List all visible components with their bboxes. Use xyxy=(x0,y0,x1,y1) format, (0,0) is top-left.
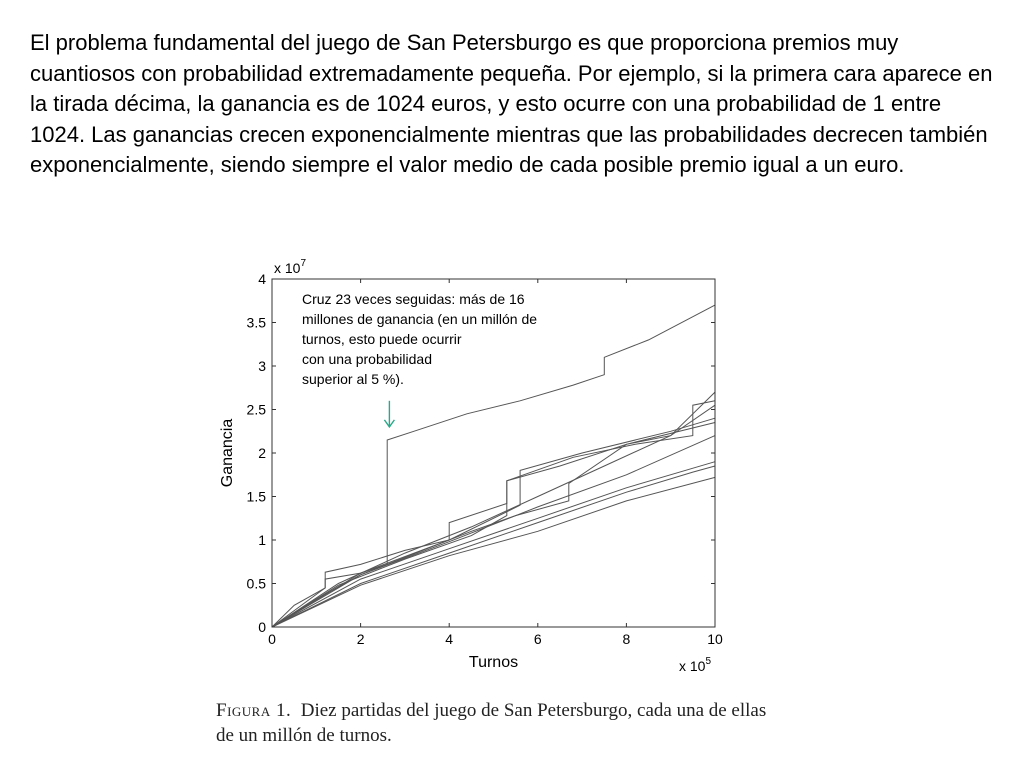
x-axis-label: Turnos xyxy=(468,654,519,671)
y-tick-label: 0.5 xyxy=(246,575,266,592)
series-line-2 xyxy=(272,401,715,627)
series-line-10 xyxy=(272,477,715,627)
y-tick-label: 2 xyxy=(258,445,266,461)
x-tick-label: 2 xyxy=(356,631,365,647)
x-tick-label: 4 xyxy=(445,631,454,647)
series-line-8 xyxy=(272,462,715,627)
y-tick-label: 1 xyxy=(258,532,266,548)
x-multiplier xyxy=(679,656,711,674)
figure-number: Figura 1. xyxy=(216,700,292,721)
annotation-line: millones de ganancia (en un millón de xyxy=(302,311,538,327)
y-multiplier-base: x 10 xyxy=(274,260,301,276)
figure-caption xyxy=(216,698,776,748)
series-line-4 xyxy=(272,392,715,627)
x-multiplier-exponent: 5 xyxy=(705,656,712,667)
series-line-9 xyxy=(272,466,715,627)
x-tick-label: 6 xyxy=(533,631,542,647)
annotation-line: turnos, esto puede ocurrir xyxy=(302,331,462,347)
x-tick-label: 8 xyxy=(622,631,631,647)
y-axis-label: Ganancia xyxy=(219,418,236,488)
caption-text: Diez partidas del juego de San Petersburgo, cada una de ellas de un millón de turnos. xyxy=(216,700,767,746)
y-tick-label: 3 xyxy=(258,358,266,374)
annotation xyxy=(302,291,537,427)
line-chart xyxy=(205,245,745,685)
annotation-line: superior al 5 %). xyxy=(302,371,404,387)
y-tick-label: 2.5 xyxy=(246,401,266,418)
y-tick-label: 4 xyxy=(258,271,266,287)
y-tick-label: 1.5 xyxy=(246,488,266,505)
x-multiplier-base: x 10 xyxy=(679,658,706,674)
series-line-7 xyxy=(272,436,715,627)
y-tick-label: 0 xyxy=(258,619,266,635)
x-tick-label: 0 xyxy=(268,631,276,647)
annotation-line: con una probabilidad xyxy=(302,351,432,367)
annotation-line: Cruz 23 veces seguidas: más de 16 xyxy=(302,291,525,307)
y-multiplier xyxy=(274,258,306,276)
y-tick-label: 3.5 xyxy=(246,314,266,331)
intro-paragraph: El problema fundamental del juego de San Petersburgo es que proporciona premios muy cuantiosos con probabilidad extremadamente pequeña. Por ejemplo, si la primera cara aparece en la tirada décima, la ganancia es de 1024 euros, y esto ocurre con una probabilidad de 1 entre 1024. Las ganancias crecen exponencialmente mientras que las probabilidades decrecen también exponencialmente, siendo siempre el valor medio de cada posible premio igual a un euro. xyxy=(30,30,993,177)
x-tick-label: 10 xyxy=(707,631,723,647)
tick-layer xyxy=(247,271,723,647)
y-multiplier-exponent: 7 xyxy=(300,258,307,269)
